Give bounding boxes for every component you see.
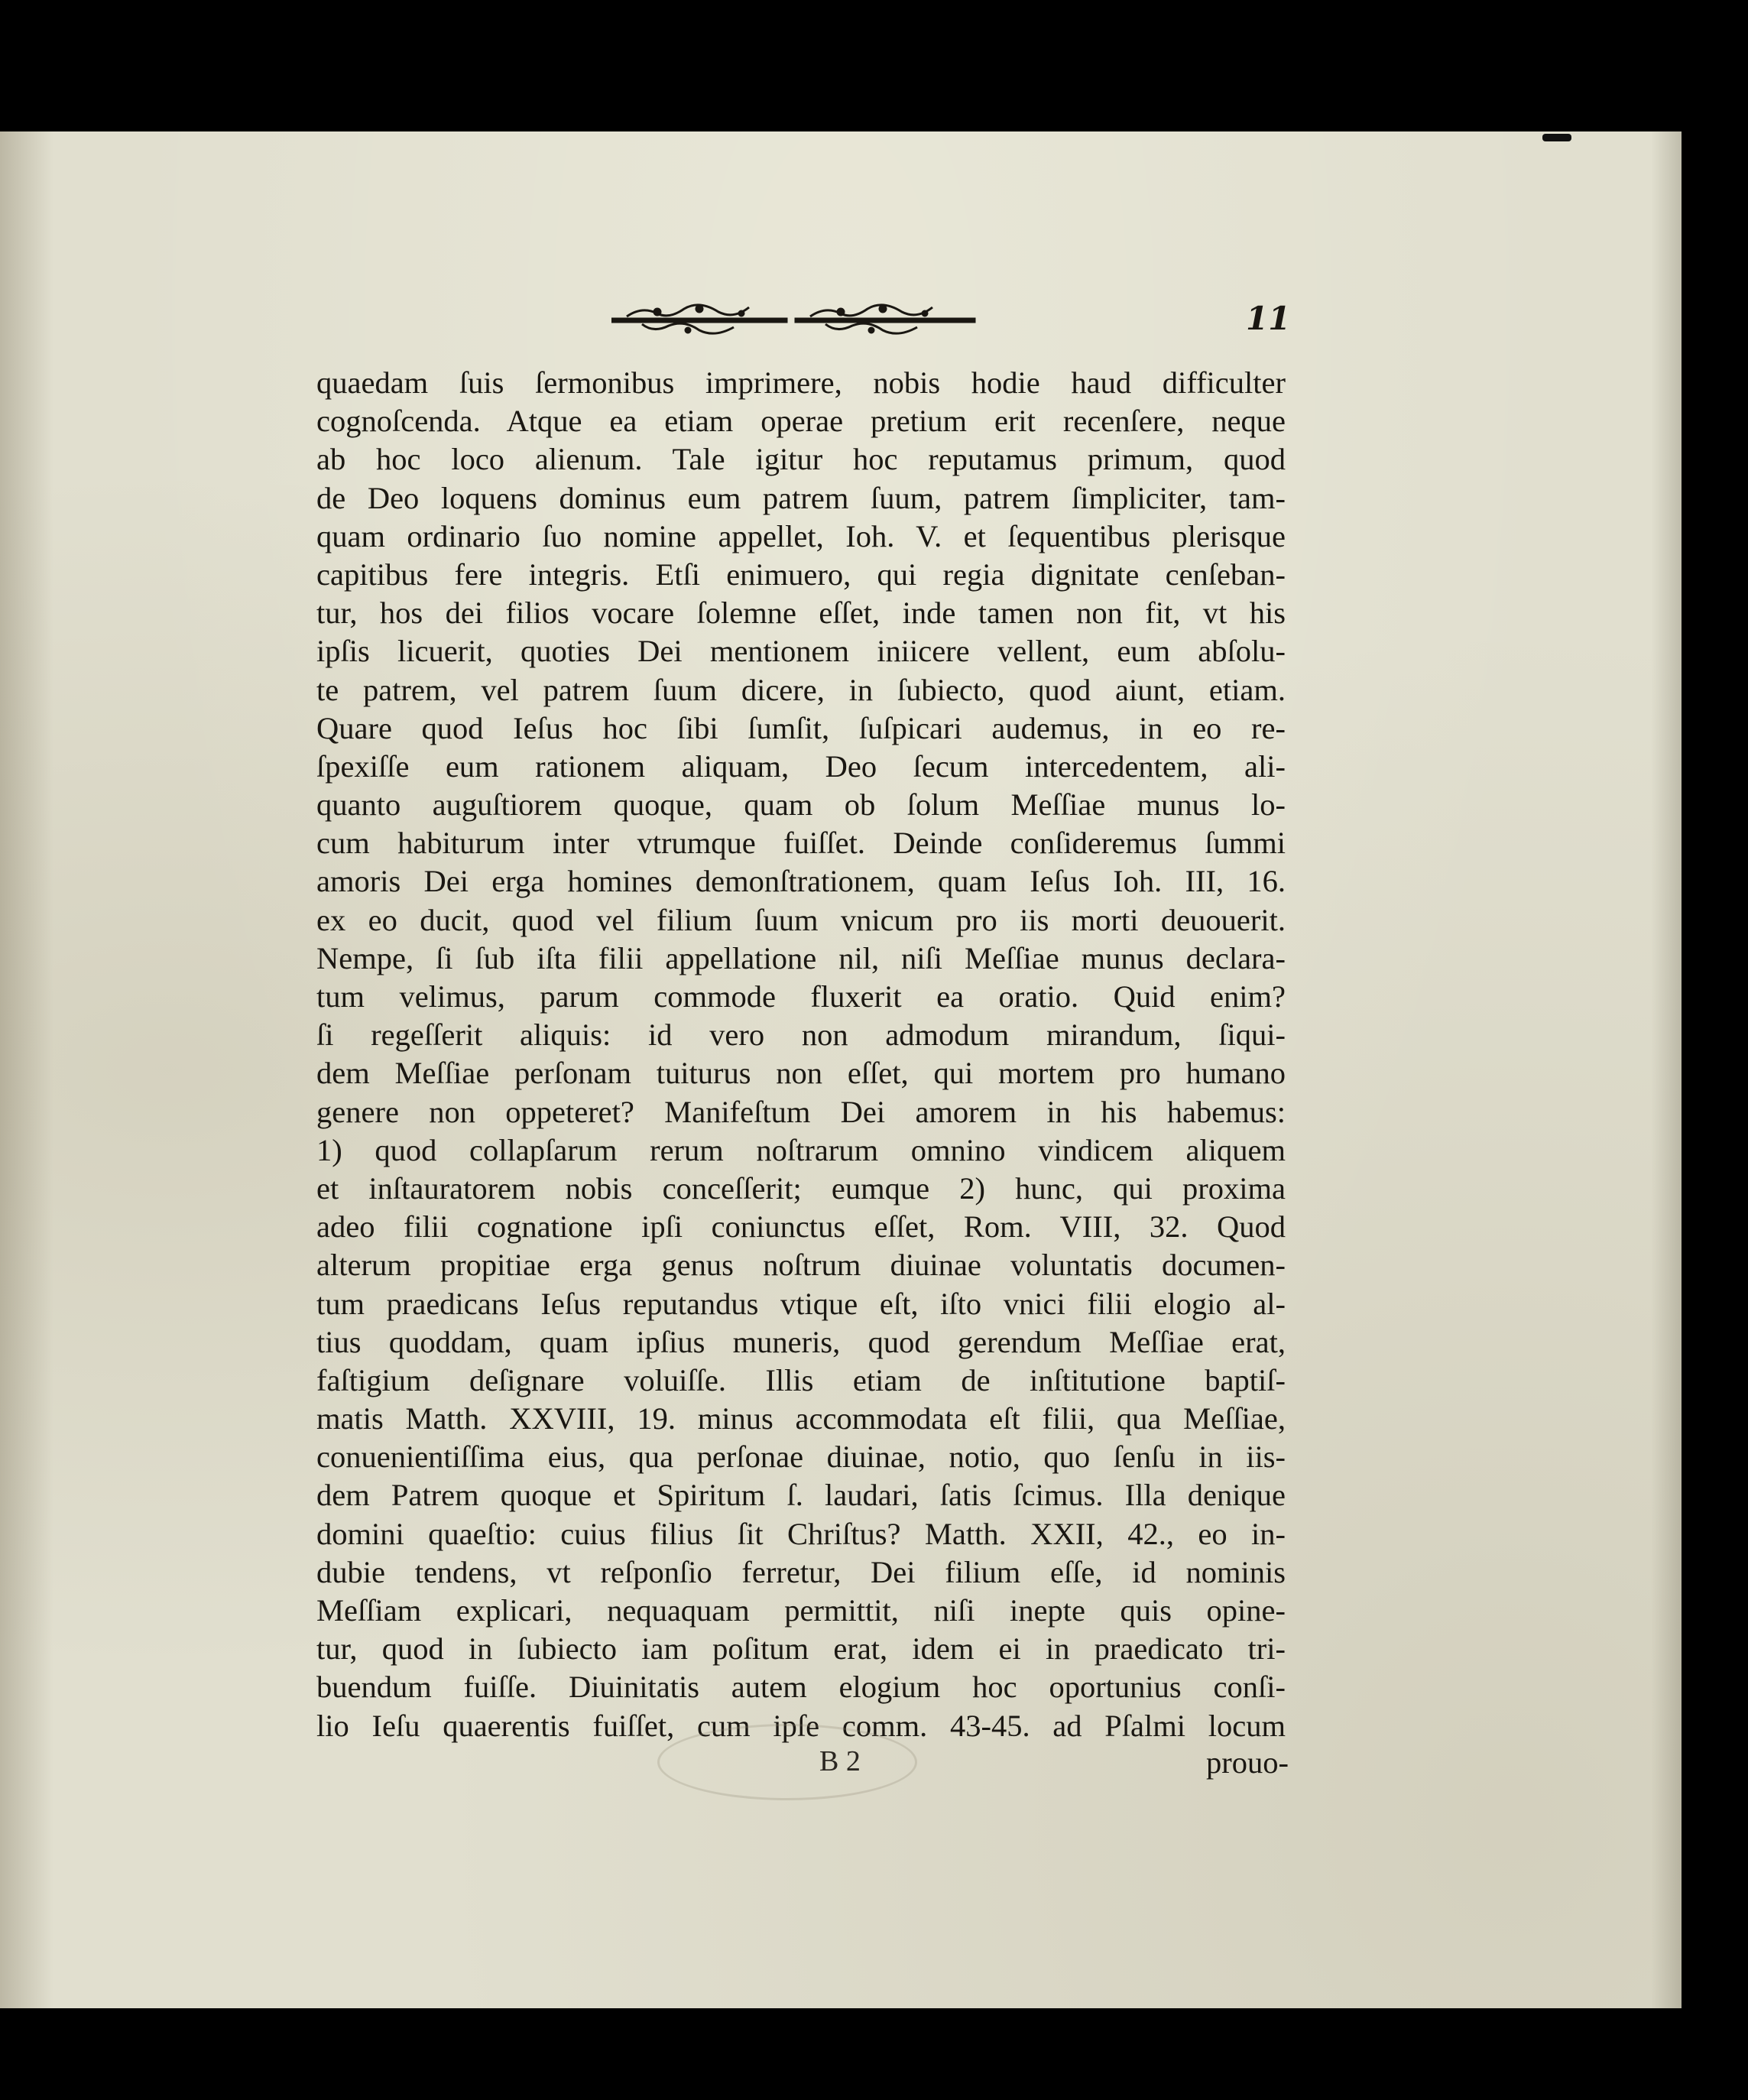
text-line: lio Ieſu quaerentis fuiſſet, cum ipſe comm. 43-45. ad Pſalmi locum <box>316 1708 1286 1743</box>
text-line: alterum propitiae erga genus noſtrum diuinae voluntatis documen- <box>316 1248 1286 1283</box>
text-line: tius quoddam, quam ipſius muneris, quod gerendum Meſſiae erat, <box>316 1324 1286 1359</box>
gutter-shadow <box>0 131 54 2008</box>
text-line: ex eo ducit, quod vel filium ſuum vnicum pro iis morti deuouerit. <box>316 902 1286 937</box>
text-line: 1) quod collapſarum rerum noſtrarum omnino vindicem aliquem <box>316 1132 1286 1167</box>
text-line: tum velimus, parum commode fluxerit ea oratio. Quid enim? <box>316 979 1286 1014</box>
text-line: capitibus fere integris. Etſi enimuero, qui regia dignitate cenſeban- <box>316 557 1286 592</box>
text-line: ſi regeſſerit aliquis: id vero non admodum mirandum, ſiqui- <box>316 1018 1286 1053</box>
text-line: Quare quod Ieſus hoc ſibi ſumſit, ſuſpicari audemus, in eo re- <box>316 710 1286 745</box>
text-line: conuenientiſſima eius, qua perſonae diuinae, notio, quo ſenſu in iis- <box>316 1439 1286 1475</box>
text-line: et inſtauratorem nobis conceſſerit; eumque 2) hunc, qui proxima <box>316 1170 1286 1206</box>
text-line: de Deo loquens dominus eum patrem ſuum, patrem ſimpliciter, tam- <box>316 480 1286 515</box>
corner-mark <box>1542 134 1571 141</box>
catchword: prouo- <box>1206 1745 1289 1780</box>
text-line: ipſis licuerit, quoties Dei mentionem iniicere vellent, eum abſolu- <box>316 634 1286 669</box>
text-line: dem Meſſiae perſonam tuiturus non eſſet, qui mortem pro humano <box>316 1056 1286 1091</box>
text-line: ab hoc loco alienum. Tale igitur hoc reputamus primum, quod <box>316 442 1286 477</box>
text-line: ſpexiſſe eum rationem aliquam, Deo ſecum intercedentem, ali- <box>316 748 1286 784</box>
text-line: quam ordinario ſuo nomine appellet, Ioh. V. et ſequentibus plerisque <box>316 518 1286 553</box>
text-line: tur, quod in ſubiecto iam poſitum erat, idem ei in praedicato tri- <box>316 1631 1286 1667</box>
text-line: tur, hos dei filios vocare ſolemne eſſet, inde tamen non fit, vt his <box>316 596 1286 631</box>
text-line: cum habiturum inter vtrumque fuiſſet. Deinde conſideremus ſummi <box>316 826 1286 861</box>
text-line: genere non oppeteret? Manifeſtum Dei amorem in his habemus: <box>316 1094 1286 1129</box>
ornamental-rule-icon <box>611 297 978 342</box>
text-line: faſtigium deſignare voluiſſe. Illis etiam de inſtitutione baptiſ- <box>316 1362 1286 1397</box>
text-line: buendum fuiſſe. Diuinitatis autem elogium hoc oportunius conſi- <box>316 1670 1286 1705</box>
text-line: domini quaeſtio: cuius filius ſit Chriſtus? Matth. XXII, 42., eo in- <box>316 1516 1286 1551</box>
text-line: te patrem, vel patrem ſuum dicere, in ſubiecto, quod aiunt, etiam. <box>316 672 1286 707</box>
page-edge-shadow <box>1651 131 1682 2008</box>
body-text <box>316 364 1286 1745</box>
page-number: 11 <box>1246 300 1291 337</box>
text-line: Nempe, ſi ſub iſta filii appellatione nil, niſi Meſſiae munus declara- <box>316 940 1286 975</box>
text-line: quaedam ſuis ſermonibus imprimere, nobis hodie haud difficulter <box>316 365 1286 400</box>
text-line: cognoſcenda. Atque ea etiam operae pretium erit recenſere, neque <box>316 404 1286 439</box>
signature-mark: B 2 <box>819 1745 861 1777</box>
text-line: adeo filii cognatione ipſi coniunctus eſſet, Rom. VIII, 32. Quod <box>316 1209 1286 1245</box>
text-line: dubie tendens, vt reſponſio ferretur, Dei filium eſſe, id nominis <box>316 1554 1286 1589</box>
text-line: quanto auguſtiorem quoque, quam ob ſolum Meſſiae munus lo- <box>316 787 1286 823</box>
text-line: amoris Dei erga homines demonſtrationem, quam Ieſus Ioh. III, 16. <box>316 864 1286 899</box>
text-line: matis Matth. XXVIII, 19. minus accommodata eſt filii, qua Meſſiae, <box>316 1401 1286 1436</box>
text-line: dem Patrem quoque et Spiritum ſ. laudari, ſatis ſcimus. Illa denique <box>316 1478 1286 1513</box>
text-line: Meſſiam explicari, nequaquam permittit, niſi inepte quis opine- <box>316 1593 1286 1628</box>
text-line: tum praedicans Ieſus reputandus vtique eſt, iſto vnici filii elogio al- <box>316 1286 1286 1321</box>
